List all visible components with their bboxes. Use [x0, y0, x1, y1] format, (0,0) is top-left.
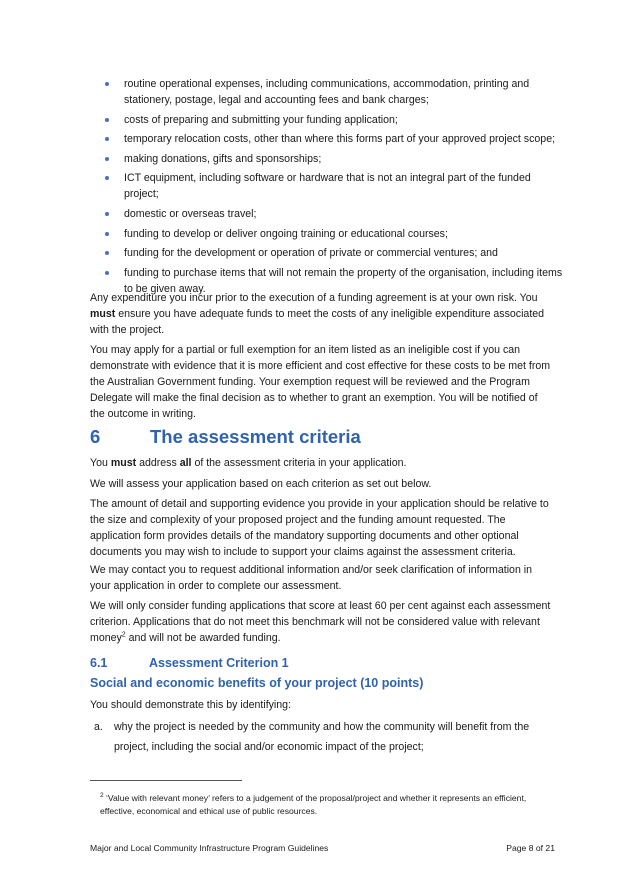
bullet-icon [105, 271, 109, 275]
list-item: funding to develop or deliver ongoing training or educational courses; [104, 226, 564, 242]
criterion-title: Social and economic benefits of your project (10 points) [90, 676, 424, 690]
section-heading [90, 425, 560, 449]
list-item: domestic or overseas travel; [104, 206, 564, 222]
contact-paragraph: We may contact you to request additional information and/or seek clarification of information in your application in order to complete our assessment. [90, 564, 533, 592]
lettered-list-item [90, 717, 555, 757]
list-item: funding to purchase items that will not remain the property of the organisation, including items to be given away. [104, 265, 564, 297]
score-paragraph: We will only consider funding applications that score at least 60 per cent against each assessment criterion. Applications that do not meet this benchmark will not be considered value with relevant money$^2$ and will not be awarded funding. [90, 600, 551, 644]
bullet-icon [105, 82, 109, 86]
footnote: $^2$ ‘Value with relevant money’ refers to a judgement of the proposal/project and whether it represents an efficient, effective, economical and ethical use of public resources. [100, 792, 527, 816]
footnote-number: 2 [100, 792, 104, 800]
ineligible-costs-list [104, 76, 564, 300]
list-item: routine operational expenses, including communications, accommodation, printing and stationery, postage, legal and accounting fees and bank charges; [104, 76, 564, 108]
bullet-icon [105, 251, 109, 255]
list-item: funding for the development or operation of private or commercial ventures; and [104, 245, 564, 261]
footnote-divider [90, 780, 242, 781]
list-item: making donations, gifts and sponsorships; [104, 151, 564, 167]
subsection-title: Assessment Criterion 1 [149, 656, 289, 670]
bullet-icon [105, 232, 109, 236]
footer-title: Major and Local Community Infrastructure Program Guidelines [90, 843, 329, 853]
page-number: Page 8 of 21 [506, 843, 555, 853]
section-number: 6 [90, 426, 101, 447]
bullet-icon [105, 157, 109, 161]
demonstrate-paragraph: You should demonstrate this by identifying: [90, 699, 292, 711]
bullet-icon [105, 118, 109, 122]
subsection-number: 6.1 [90, 656, 108, 670]
detail-paragraph: The amount of detail and supporting evidence you provide in your application should be relative to the size and complexity of your proposed project and the funding amount requested. The application form provides details of the mandatory supporting documents and other optional documents you may wish to include to support your claims against the assessment criteria. [90, 498, 549, 558]
list-item-text: why the project is needed by the community and how the community will benefit from the project, including the social and/or economic impact of the project; [114, 721, 530, 753]
must-address-paragraph: You must address all of the assessment criteria in your application. [90, 457, 407, 469]
bullet-icon [105, 137, 109, 141]
list-marker: a. [94, 721, 103, 733]
list-item: costs of preparing and submitting your funding application; [104, 112, 564, 128]
footnote-reference: 2 [121, 631, 126, 639]
list-item: temporary relocation costs, other than where this forms part of your approved project scope; [104, 131, 564, 147]
bullet-icon [105, 176, 109, 180]
exemption-paragraph: You may apply for a partial or full exemption for an item listed as an ineligible cost if you can demonstrate with evidence that it is more efficient and cost effective for these costs to be met from the Australian Government funding. Your exemption request will be reviewed and the Program Delegate will make the final decision as to whether to grant an exemption. You will be notified of the outcome in writing. [90, 344, 551, 420]
expenditure-paragraph: Any expenditure you incur prior to the execution of a funding agreement is at your own risk. You must ensure you have adequate funds to meet the costs of any ineligible expenditure associated with the project. [90, 292, 545, 336]
bullet-icon [105, 212, 109, 216]
list-item: ICT equipment, including software or hardware that is not an integral part of the funded project; [104, 170, 564, 202]
assess-paragraph: We will assess your application based on each criterion as set out below. [90, 478, 432, 490]
section-title: The assessment criteria [150, 426, 361, 447]
subsection-heading [90, 654, 289, 672]
